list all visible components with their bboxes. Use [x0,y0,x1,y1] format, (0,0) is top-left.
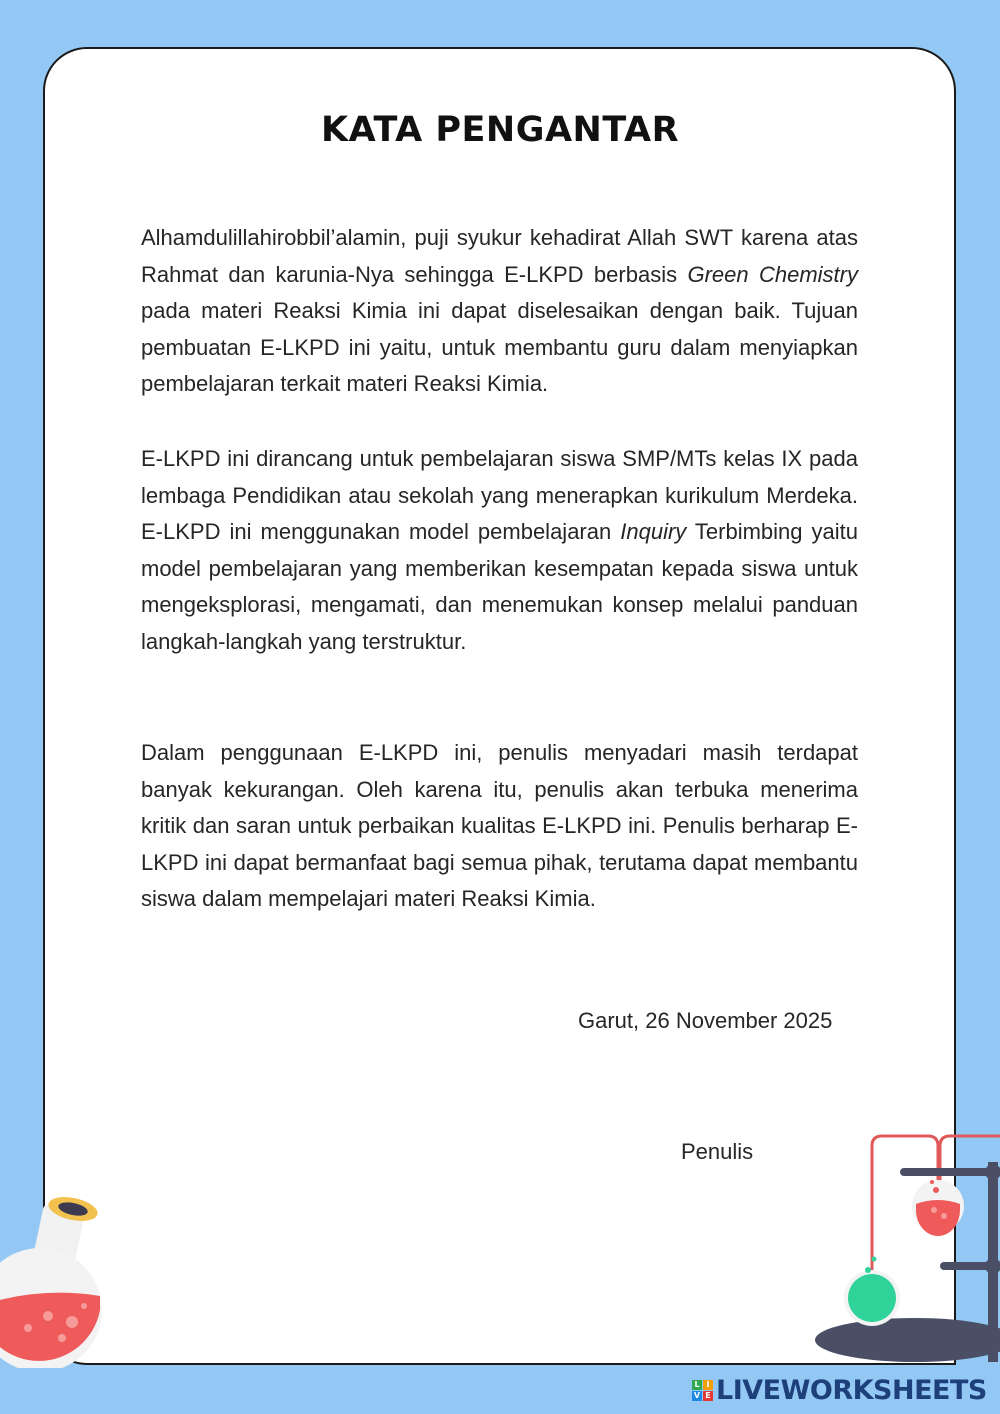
paragraph-intro [141,220,858,403]
paragraph-intro-text-1: Alhamdulillahirobbil’alamin, puji syukur kehadirat Allah SWT karena atas Rahmat dan karunia-Nya sehingga E-LKPD berbasis [141,225,858,287]
liveworksheets-logo-icon [692,1380,713,1401]
paragraph-intro-text-2: pada materi Reaksi Kimia ini dapat diselesaikan dengan baik. Tujuan pembuatan E-LKPD ini yaitu, untuk membantu guru dalam menyiapkan pembelajaran terkait materi Reaksi Kimia. [141,298,858,397]
liveworksheets-brand[interactable] [692,1374,987,1406]
paragraph-purpose-text-1: E-LKPD ini dirancang untuk pembelajaran siswa SMP/MTs kelas IX pada lembaga Pendidikan atau sekolah yang menerapkan kurikulum Merdeka. E-LKPD ini menggunakan model pembelajaran [141,446,858,545]
lab-stand-icon [810,1132,1000,1372]
signature-label: Penulis [681,1139,754,1164]
round-flask-icon [0,1188,110,1368]
paragraph-purpose [141,441,858,661]
paragraph-intro-italic: Green Chemistry [687,261,858,287]
page-title: KATA PENGANTAR [320,110,680,150]
logo-letter-v: V [693,1390,701,1400]
logo-letter-e: E [703,1391,713,1401]
paragraph-purpose-italic: Inquiry [620,519,687,545]
logo-letter-i: I [703,1380,713,1390]
liveworksheets-text: LIVEWORKSHEETS [716,1374,987,1406]
logo-letter-l: L [692,1380,702,1390]
paragraph-closing: Dalam penggunaan E-LKPD ini, penulis menyadari masih terdapat banyak kekurangan. Oleh karena itu, penulis akan terbuka menerima kritik dan saran untuk perbaikan kualitas E-LKPD ini. Penulis berharap E-LKPD ini dapat bermanfaat bagi semua pihak, terutama dapat membantu siswa dalam mempelajari materi Reaksi Kimia. [141,740,858,912]
paragraph-purpose-text-2: Terbimbing yaitu model pembelajaran yang memberikan kesempatan kepada siswa untuk mengeksplorasi, mengamati, dan menemukan konsep melalui panduan langkah-langkah yang terstruktur. [141,519,859,654]
place-date: Garut, 26 November 2025 [578,1008,833,1033]
